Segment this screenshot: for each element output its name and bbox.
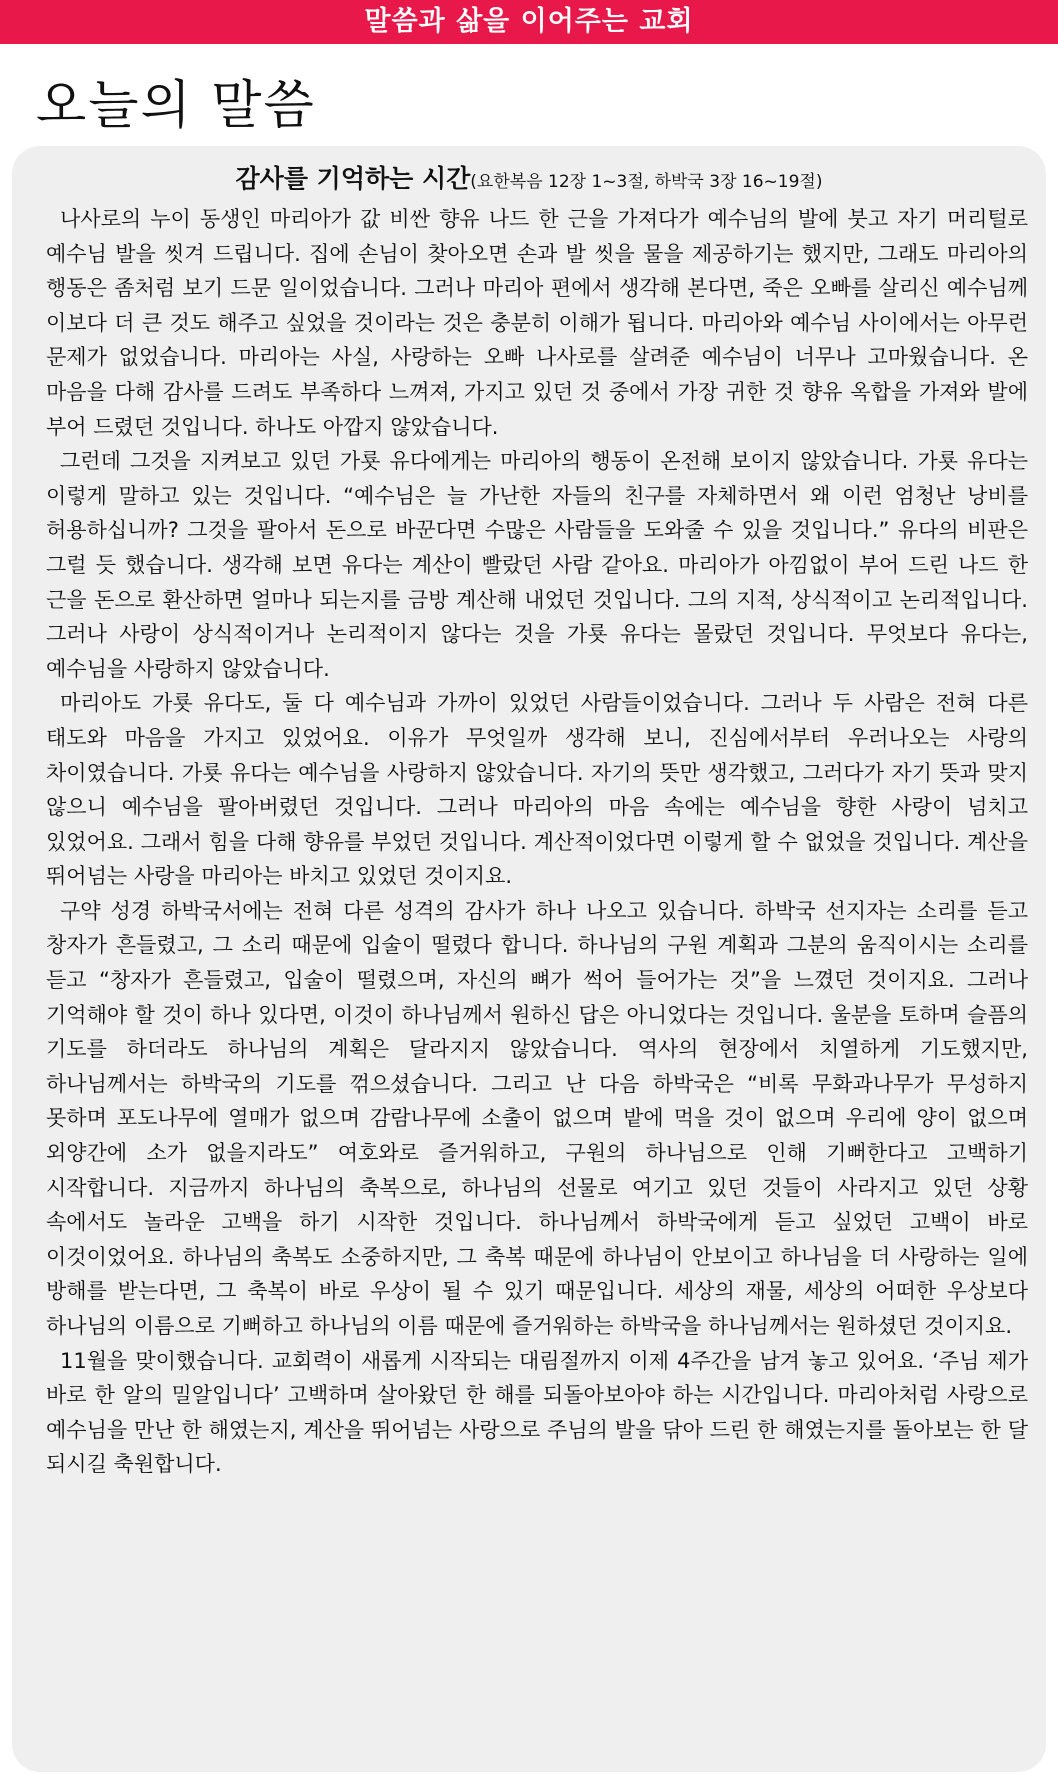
sermon-card	[12, 146, 1046, 1772]
sermon-paragraph: 구약 성경 하박국서에는 전혀 다른 성격의 감사가 하나 나오고 있습니다. 하박국 선지자는 소리를 듣고 창자가 흔들렸고, 그 소리 때문에 입술이 떨렸다 합니다. 하나님의 구원 계획과 그분의 움직이시는 소리를 듣고 “창자가 흔들렸고, 입술이 떨렸으며, 자신의 뼈가 썩어 들어가는 것”을 느꼈던 것이지요. 그러나 기억해야 할 것이 하나 있다면, 이것이 하나님께서 원하신 답은 아니었다는 것입니다. 울분을 토하며 슬픔의 기도를 하더라도 하나님의 계획은 달라지지 않았습니다. 역사의 현장에서 치열하게 기도했지만, 하나님께서는 하박국의 기도를 꺾으셨습니다. 그리고 난 다음 하박국은 “비록 무화과나무가 무성하지 못하며 포도나무에 열매가 없으며 감람나무에 소출이 없으며 밭에 먹을 것이 없으며 우리에 양이 없으며 외양간에 소가 없을지라도” 여호와로 즐거워하고, 구원의 하나님으로 인해 기뻐한다고 고백하기 시작합니다. 지금까지 하나님의 축복으로, 하나님의 선물로 여기고 있던 것들이 사라지고 있던 상황 속에서도 놀라운 고백을 하기 시작한 것입니다. 하나님께서 하박국에게 듣고 싶었던 고백이 바로 이것이었어요. 하나님의 축복도 소중하지만, 그 축복 때문에 하나님이 안보이고 하나님을 더 사랑하는 일에 방해를 받는다면, 그 축복이 바로 우상이 될 수 있기 때문입니다. 세상의 재물, 세상의 어떠한 우상보다 하나님의 이름으로 기뻐하고 하나님의 이름 때문에 즐거워하는 하박국을 하나님께서는 원하셨던 것이지요.	[46, 898, 1028, 1338]
scripture-reference: (요한복음 12장 1~3절, 하박국 3장 16~19절)	[470, 172, 823, 192]
sermon-paragraph: 나사로의 누이 동생인 마리아가 값 비싼 향유 나드 한 근을 가져다가 예수님의 발에 붓고 자기 머리털로 예수님 발을 씻겨 드립니다. 집에 손님이 찾아오면 손과 발 씻을 물을 제공하기는 했지만, 그래도 마리아의 행동은 좀처럼 보기 드문 일이었습니다. 그러나 마리아 편에서 생각해 본다면, 죽은 오빠를 살리신 예수님께 이보다 더 큰 것도 해주고 싶었을 것이라는 것은 충분히 이해가 됩니다. 마리아와 예수님 사이에서는 아무런 문제가 없었습니다. 마리아는 사실, 사랑하는 오빠 나사로를 살려준 예수님이 너무나 고마웠습니다. 온 마음을 다해 감사를 드려도 부족하다 느껴져, 가지고 있던 것 중에서 가장 귀한 것 향유 옥합을 가져와 발에 부어 드렸던 것입니다. 하나도 아깝지 않았습니다.	[46, 207, 1028, 439]
sermon-body	[46, 202, 1028, 1482]
church-slogan-banner: 말씀과 삶을 이어주는 교회	[0, 0, 1058, 44]
sermon-paragraph: 11월을 맞이했습니다. 교회력이 새롭게 시작되는 대림절까지 이제 4주간을 남겨 놓고 있어요. ‘주님 제가 바로 한 알의 밀알입니다’ 고백하며 살아왔던 한 해를 되돌아보아야 하는 시간입니다. 마리아처럼 사랑으로 예수님을 만난 한 해였는지, 계산을 뛰어넘는 사랑으로 주님의 발을 닦아 드린 한 해였는지를 돌아보는 한 달 되시길 축원합니다.	[46, 1348, 1028, 1477]
page-title: 오늘의 말씀	[36, 76, 316, 136]
sermon-paragraph: 그런데 그것을 지켜보고 있던 가룟 유다에게는 마리아의 행동이 온전해 보이지 않았습니다. 가룟 유다는 이렇게 말하고 있는 것입니다. “예수님은 늘 가난한 자들의 친구를 자체하면서 왜 이런 엄청난 낭비를 허용하십니까? 그것을 팔아서 돈으로 바꾼다면 수많은 사람들을 도와줄 수 있을 것입니다.” 유다의 비판은 그럴 듯 했습니다. 생각해 보면 유다는 계산이 빨랐던 사람 같아요. 마리아가 아낌없이 부어 드린 나드 한 근을 돈으로 환산하면 얼마나 되는지를 금방 계산해 내었던 것입니다. 그의 지적, 상식적이고 논리적입니다. 그러나 사랑이 상식적이거나 논리적이지 않다는 것을 가룟 유다는 몰랐던 것입니다. 무엇보다 유다는, 예수님을 사랑하지 않았습니다.	[46, 449, 1028, 681]
sermon-paragraph: 마리아도 가룟 유다도, 둘 다 예수님과 가까이 있었던 사람들이었습니다. 그러나 두 사람은 전혀 다른 태도와 마음을 가지고 있었어요. 이유가 무엇일까 생각해 보니, 진심에서부터 우러나오는 사랑의 차이였습니다. 가룟 유다는 예수님을 사랑하지 않았습니다. 자기의 뜻만 생각했고, 그러다가 자기 뜻과 맞지 않으니 예수님을 팔아버렸던 것입니다. 그러나 마리아의 마음 속에는 예수님을 향한 사랑이 넘치고 있었어요. 그래서 힘을 다해 향유를 부었던 것입니다. 계산적이었다면 이렇게 할 수 없었을 것입니다. 계산을 뛰어넘는 사랑을 마리아는 바치고 있었던 것이지요.	[46, 691, 1028, 889]
sermon-title: 감사를 기억하는 시간	[235, 164, 471, 193]
sermon-heading	[12, 164, 1046, 197]
